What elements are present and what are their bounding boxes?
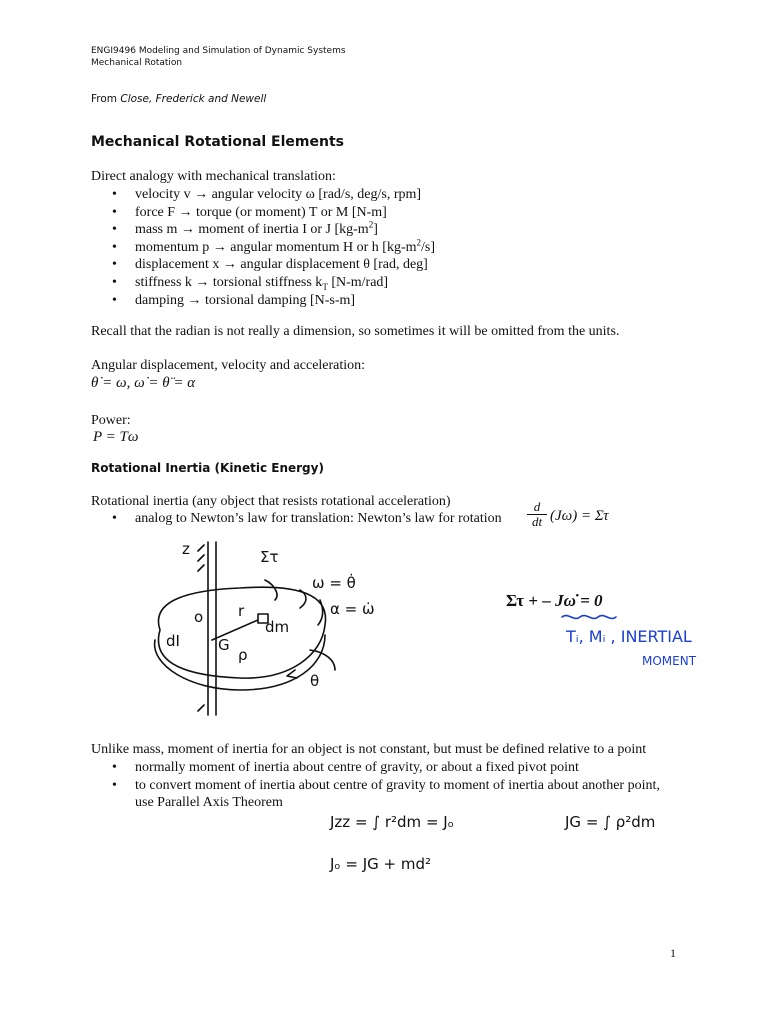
list-item: • displacement x → angular displacement θ [rad, deg] bbox=[112, 256, 435, 274]
rho-label: ρ bbox=[238, 646, 248, 664]
omega-label: ω = θ̇ bbox=[312, 574, 356, 592]
radian-note: Recall that the radian is not really a dimension, so sometimes it will be omitted from the units. bbox=[91, 324, 620, 339]
svg-text:Tᵢ, Mᵢ , INERTIAL: Tᵢ, Mᵢ , INERTIAL bbox=[566, 627, 692, 646]
list-item: • force F → torque (or moment) T or M [N-m] bbox=[112, 204, 435, 222]
inertia-list bbox=[112, 510, 502, 528]
course-header: ENGI9496 Modeling and Simulation of Dynamic Systems bbox=[91, 46, 346, 56]
inertial-moment-note bbox=[566, 622, 746, 672]
angular-equation: θ̇ = ω, ω̇ = θ̈ = α bbox=[91, 375, 196, 391]
underline-squiggle bbox=[560, 612, 620, 622]
list-item: • analog to Newton’s law for translation: Newton’s law for rotation bbox=[112, 510, 502, 528]
newton-rotation-equation: (Jω) = Στ bbox=[550, 508, 609, 524]
sum-torque-label: Στ bbox=[260, 548, 279, 566]
list-item: • mass m → moment of inertia I or J $[kg-m^2]$ bbox=[112, 221, 435, 239]
dm-label: dm bbox=[265, 618, 290, 636]
list-item: • damping → torsional damping [N-s-m] bbox=[112, 292, 435, 310]
list-item: • momentum p → angular momentum H or h $[kg-m^2/s]$ bbox=[112, 239, 435, 257]
analogy-list bbox=[112, 186, 435, 309]
topic-header: Mechanical Rotation bbox=[91, 58, 183, 68]
source-authors: Close, Frederick and Newell bbox=[120, 93, 267, 105]
power-equation: P = Tω bbox=[93, 429, 139, 445]
derivative-operator: d dt bbox=[527, 500, 547, 529]
list-item: • stiffness k → torsional stiffness $k_T$ [N-m/rad] bbox=[112, 274, 435, 292]
handwritten-equations bbox=[330, 805, 750, 885]
dI-label: dI bbox=[166, 632, 180, 650]
alpha-label: α = ω̇ bbox=[330, 600, 375, 618]
power-label: Power: bbox=[91, 413, 131, 428]
section-title: Mechanical Rotational Elements bbox=[91, 134, 344, 150]
rotating-body-sketch bbox=[130, 540, 490, 720]
subsection-title: Rotational Inertia (Kinetic Energy) bbox=[91, 461, 324, 475]
jzz-equation: Jzz = ∫ r²dm = Jₒ bbox=[330, 813, 454, 831]
angular-label: Angular displacement, velocity and acceleration: bbox=[91, 358, 366, 373]
unlike-mass-text: Unlike mass, moment of inertia for an object is not constant, but must be defined relative to a point bbox=[91, 742, 647, 757]
list-item: • normally moment of inertia about centre of gravity, or about a fixed pivot point bbox=[112, 759, 672, 777]
jg-equation: JG = ∫ ρ²dm bbox=[565, 813, 656, 831]
source-prefix: From bbox=[91, 93, 118, 105]
g-label: G bbox=[218, 636, 230, 654]
analogy-intro: Direct analogy with mechanical translation: bbox=[91, 169, 336, 184]
z-axis-label: z bbox=[182, 540, 190, 558]
theta-label: θ bbox=[310, 672, 320, 690]
list-item: • velocity v → angular velocity ω [rad/s, deg/s, rpm] bbox=[112, 186, 435, 204]
pivot-label: o bbox=[194, 608, 204, 626]
dalembert-equation: Στ + – Jω̇ = 0 bbox=[506, 591, 603, 610]
inertia-intro: Rotational inertia (any object that resists rotational acceleration) bbox=[91, 494, 451, 509]
svg-text:MOMENT: MOMENT bbox=[642, 654, 697, 668]
inertia-notes-list bbox=[112, 759, 672, 812]
page-number: 1 bbox=[670, 946, 676, 960]
parallel-axis-equation: Jₒ = JG + md² bbox=[330, 855, 432, 873]
list-item: • to convert moment of inertia about centre of gravity to moment of inertia about another point, use Parallel Axis Theorem bbox=[112, 777, 672, 812]
radius-label: r bbox=[238, 602, 245, 620]
source-line bbox=[91, 93, 266, 105]
